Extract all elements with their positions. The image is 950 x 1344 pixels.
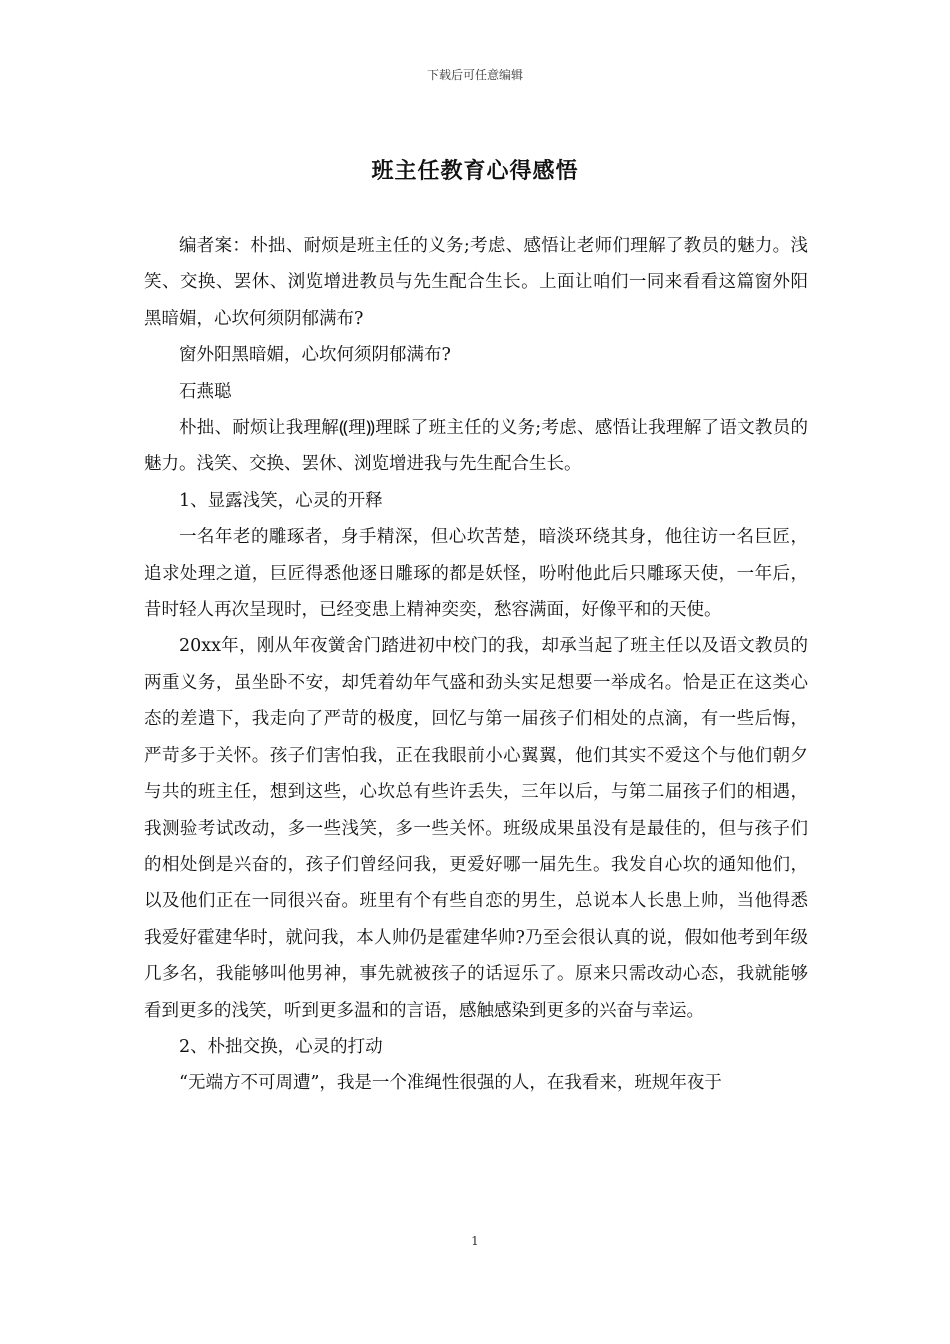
section-heading-1: 1、显露浅笑，心灵的开释 xyxy=(179,490,383,511)
paragraph-subtitle: 窗外阳黑暗媚，心坎何须阴郁满布? xyxy=(179,345,451,366)
document-title: 班主任教育心得感悟 xyxy=(371,158,579,184)
page-number: 1 xyxy=(471,1234,479,1248)
paragraph-intro: 朴拙、耐烦让我理解⸨理⸩理睬了班主任的义务;考虑、感悟让我理解了语文教员的魅力。浅笑、交换、罢休、浏览增进我与先生配合生长。 xyxy=(144,418,808,475)
paragraph-author: 石燕聪 xyxy=(179,381,232,402)
paragraph-experience: 20xx年，刚从年夜黉舍门踏进初中校门的我，却承当起了班主任以及语文教员的两重义务，虽坐卧不安，却凭着幼年气盛和劲头实足想要一举成名。恰是正在这类心态的差遣下，我走向了严苛的极度，回忆与第一届孩子们相处的点滴，有一些后悔，严苛多于关怀。孩子们害怕我，正在我眼前小心翼翼，他们其实不爱这个与他们朝夕与共的班主任，想到这些，心坎总有些许丢失，三年以后，与第二届孩子们的相遇，我测验考试改动，多一些浅笑，多一些关怀。班级成果虽没有是最佳的，但与孩子们的相处倒是兴奋的，孩子们曾经问我，更爱好哪一届先生。我发自心坎的通知他们，以及他们正在一同很兴奋。班里有个有些自恋的男生，总说本人长患上帅，当他得悉我爱好霍建华时，就问我，本人帅仍是霍建华帅?乃至会很认真的说，假如他考到年级几多名，我能够叫他男神，事先就被孩子的话逗乐了。原来只需改动心态，我就能够看到更多的浅笑，听到更多温和的言语，感触感染到更多的兴奋与幸运。 xyxy=(144,636,808,1021)
paragraph-rules: “无端方不可周遭”，我是一个准绳性很强的人，在我看来，班规年夜于 xyxy=(179,1073,722,1094)
document-body xyxy=(144,228,808,1102)
section-heading-2: 2、朴拙交换，心灵的打动 xyxy=(179,1036,383,1057)
paragraph-editor-note: 编者案：朴拙、耐烦是班主任的义务;考虑、感悟让老师们理解了教员的魅力。浅笑、交换、罢休、浏览增进教员与先生配合生长。上面让咱们一同来看看这篇窗外阳黑暗媚，心坎何须阴郁满布? xyxy=(144,236,808,329)
header-note: 下载后可任意编辑 xyxy=(426,68,523,82)
paragraph-story: 一名年老的雕琢者，身手精深，但心坎苦楚，暗淡环绕其身，他往访一名巨匠，追求处理之道，巨匠得悉他逐日雕琢的都是妖怪，吩咐他此后只雕琢天使，一年后，昔时轻人再次呈现时，已经变患上精神奕奕，愁容满面，好像平和的天使。 xyxy=(144,527,808,621)
